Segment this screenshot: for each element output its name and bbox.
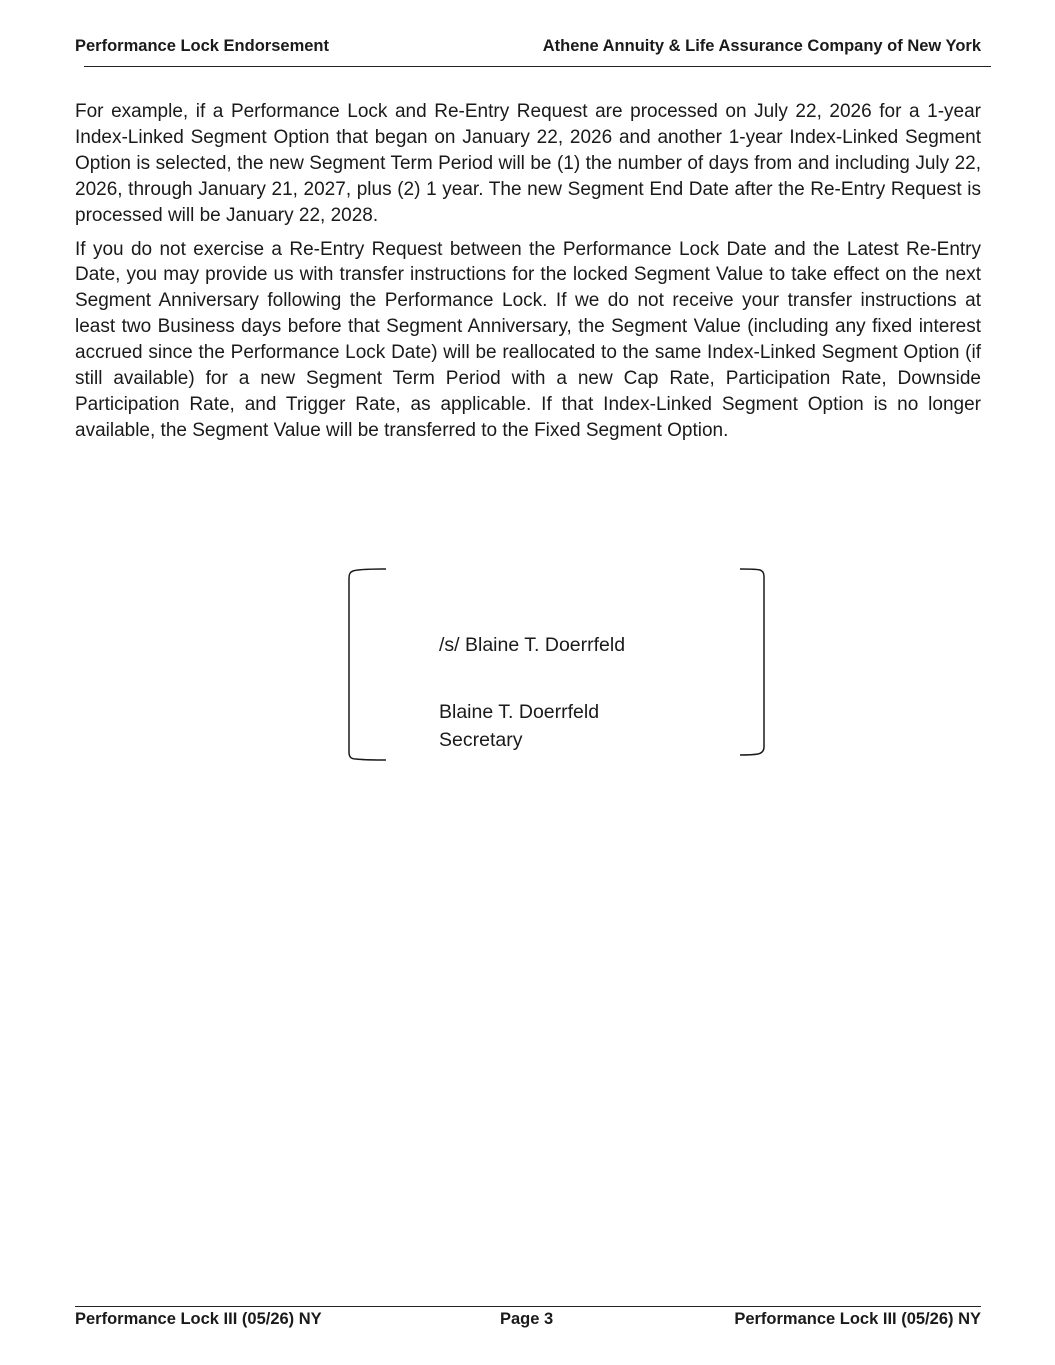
body-paragraph-reentry: If you do not exercise a Re-Entry Request between the Performance Lock Date and the Latest Re-Entry Date, you may provide us with transfer instructions for the locked Segment Value to take effect on the next Segment Anniversary following the Performance Lock. If we do not receive your transfer instructions at least two Business days before that Segment Anniversary, the Segment Value (including any fixed interest accrued since the Performance Lock Date) will be reallocated to the same Index-Linked Segment Option (if still available) for a new Segment Term Period with a new Cap Rate, Participation Rate, Downside Participation Rate, and Trigger Rate, as applicable. If that Index-Linked Segment Option is no longer available, the Segment Value will be transferred to the Fixed Segment Option. <box>75 238 981 441</box>
header-document-title: Performance Lock Endorsement <box>75 37 329 55</box>
signature-line: /s/ Blaine T. Doerrfeld <box>439 634 626 656</box>
footer-form-number-right: Performance Lock III (05/26) NY <box>734 1310 981 1328</box>
footer-page-number: Page 3 <box>500 1310 554 1328</box>
signatory-name: Blaine T. Doerrfeld <box>439 701 600 723</box>
signature-bracket-right <box>736 566 768 759</box>
body-paragraph-example: For example, if a Performance Lock and Re-Entry Request are processed on July 22, 2026 for a 1-year Index-Linked Segment Option that began on January 22, 2026 and another 1-year Index-Linked Segment Option is selected, the new Segment Term Period will be (1) the number of days from and including July 22, 2026, through January 21, 2027, plus (2) 1 year. The new Segment End Date after the Re-Entry Request is processed will be January 22, 2028. <box>75 101 981 226</box>
footer-form-number-left: Performance Lock III (05/26) NY <box>75 1310 322 1328</box>
document-body <box>75 99 981 452</box>
header-company-name: Athene Annuity & Life Assurance Company of New York <box>542 37 981 55</box>
signatory-title: Secretary <box>439 729 523 751</box>
header-divider <box>84 66 991 67</box>
signature-bracket-left <box>346 566 390 764</box>
page-footer <box>75 1309 981 1329</box>
page-header <box>75 36 981 58</box>
footer-divider <box>75 1306 981 1307</box>
